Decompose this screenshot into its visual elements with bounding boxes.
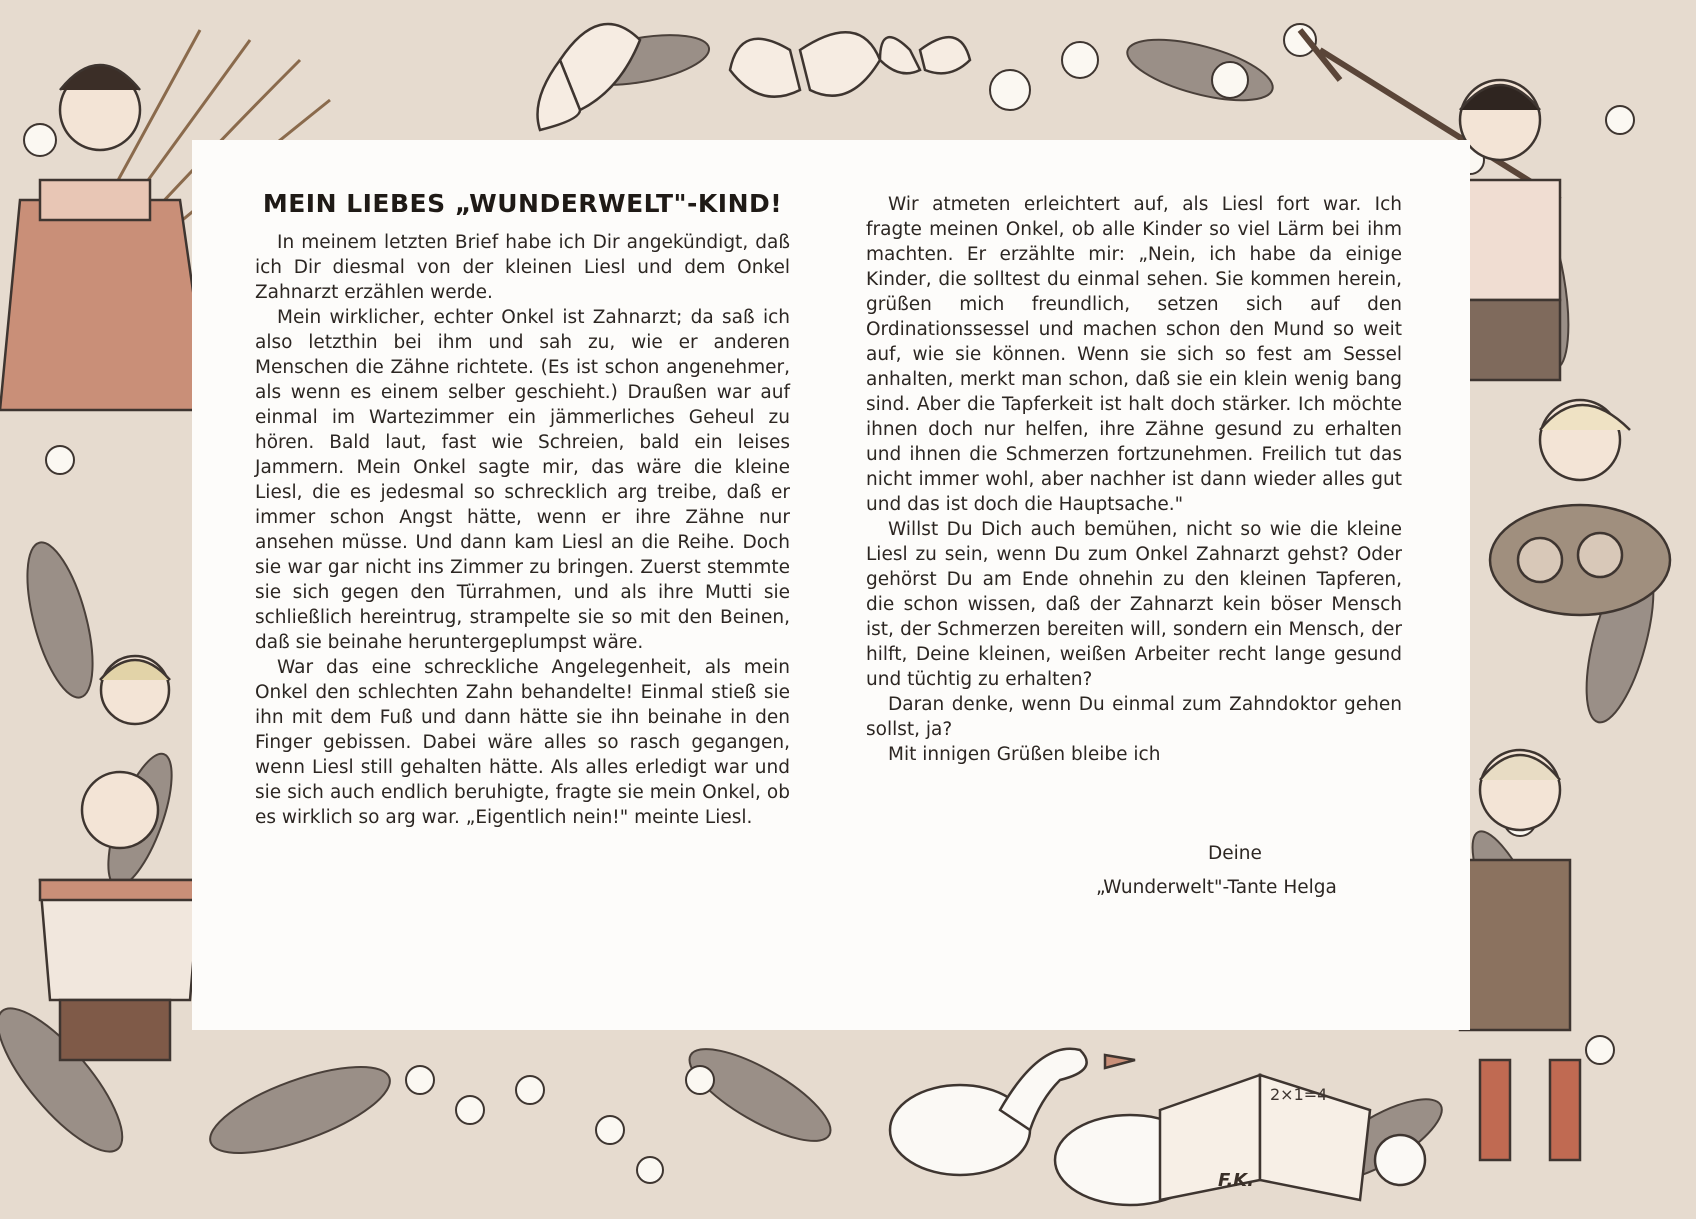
letter-title: MEIN LIEBES „WUNDERWELT"-KIND!	[262, 189, 783, 218]
book-scribble: 2×1=4	[1270, 1085, 1328, 1104]
signature-greeting: Deine	[1208, 843, 1262, 864]
signature-name: „Wunderwelt"-Tante Helga	[1096, 877, 1337, 898]
letter-paragraph: Willst Du Dich auch bemühen, nicht so wie die kleine Liesl zu sein, wenn Du zum Onkel Zahnarzt gehst? Oder gehörst Du am Ende ohnehin zu den kleinen Tapferen, die schon wissen, daß der Zahnarzt kein böser Mensch ist, der Schmerzen bereiten will, sondern ein Mensch, der hilft, Deine kleinen, weißen Arbeiter recht lange gesund und tüchtig zu erhalten?	[866, 519, 1402, 690]
letter-left-column	[255, 188, 790, 830]
letter-paragraph: War das eine schreckliche Angelegenheit, als mein Onkel den schlechten Zahn behandelte! Einmal stieß sie ihn mit dem Fuß und dann hätte sie ihn beinahe in den Finger gebissen. Dabei wäre alles so rasch gegangen, wenn Liesl still gehalten hätte. Als alles erledigt war und sie sich auch endlich beruhigte, fragte sie mein Onkel, ob es wirklich so arg war. „Eigentlich nein!" meinte Liesl.	[255, 657, 790, 828]
artist-signature: F.K.	[1218, 1170, 1254, 1191]
letter-closing: Mit innigen Grüßen bleibe ich	[888, 744, 1161, 765]
letter-paragraph: In meinem letzten Brief habe ich Dir angekündigt, daß ich Dir diesmal von der kleinen Liesl und dem Onkel Zahnarzt erzählen werde.	[255, 232, 790, 303]
letter-paragraph: Daran denke, wenn Du einmal zum Zahndoktor gehen sollst, ja?	[866, 694, 1402, 740]
letter-paragraph: Wir atmeten erleichtert auf, als Liesl fort war. Ich fragte meinen Onkel, ob alle Kinder so viel Lärm bei ihm machten. Er erzählte mir: „Nein, ich habe da einige Kinder, die solltest du einmal sehen. Sie kommen herein, grüßen mich freundlich, setzen sich auf den Ordinationssessel und machen schon den Mund so weit auf, wie sie können. Wenn sie sich so fest am Sessel anhalten, merkt man schon, daß sie ein klein wenig bang sind. Aber die Tapferkeit ist halt doch stärker. Ich möchte ihnen doch nur helfen, ihre Zähne gesund zu erhalten und ihnen die Schmerzen fortzunehmen. Freilich tut das nicht immer wohl, aber nachher ist dann wieder alles gut und das ist doch die Hauptsache."	[866, 194, 1402, 515]
letter-right-column	[866, 192, 1402, 767]
letter-paragraph: Mein wirklicher, echter Onkel ist Zahnarzt; da saß ich also letzthin bei ihm und sah zu, wie er anderen Menschen die Zähne richtete. (Es ist schon angenehmer, als wenn es einem selber geschieht.) Draußen war auf einmal im Wartezimmer ein jämmerliches Geheul zu hören. Bald laut, fast wie Schreien, bald ein leises Jammern. Mein Onkel sagte mir, das wäre die kleine Liesl, die es jedesmal so schrecklich arg treibe, daß er immer schon Angst hätte, wenn er ihre Zähne nur ansehen müsse. Und dann kam Liesl an die Reihe. Doch sie war gar nicht ins Zimmer zu bringen. Zuerst stemmte sie sich gegen den Türrahmen, und als ihre Mutti sie schließlich hereintrug, strampelte sie so mit den Beinen, daß sie beinahe heruntergeplumpst wäre.	[255, 307, 790, 653]
